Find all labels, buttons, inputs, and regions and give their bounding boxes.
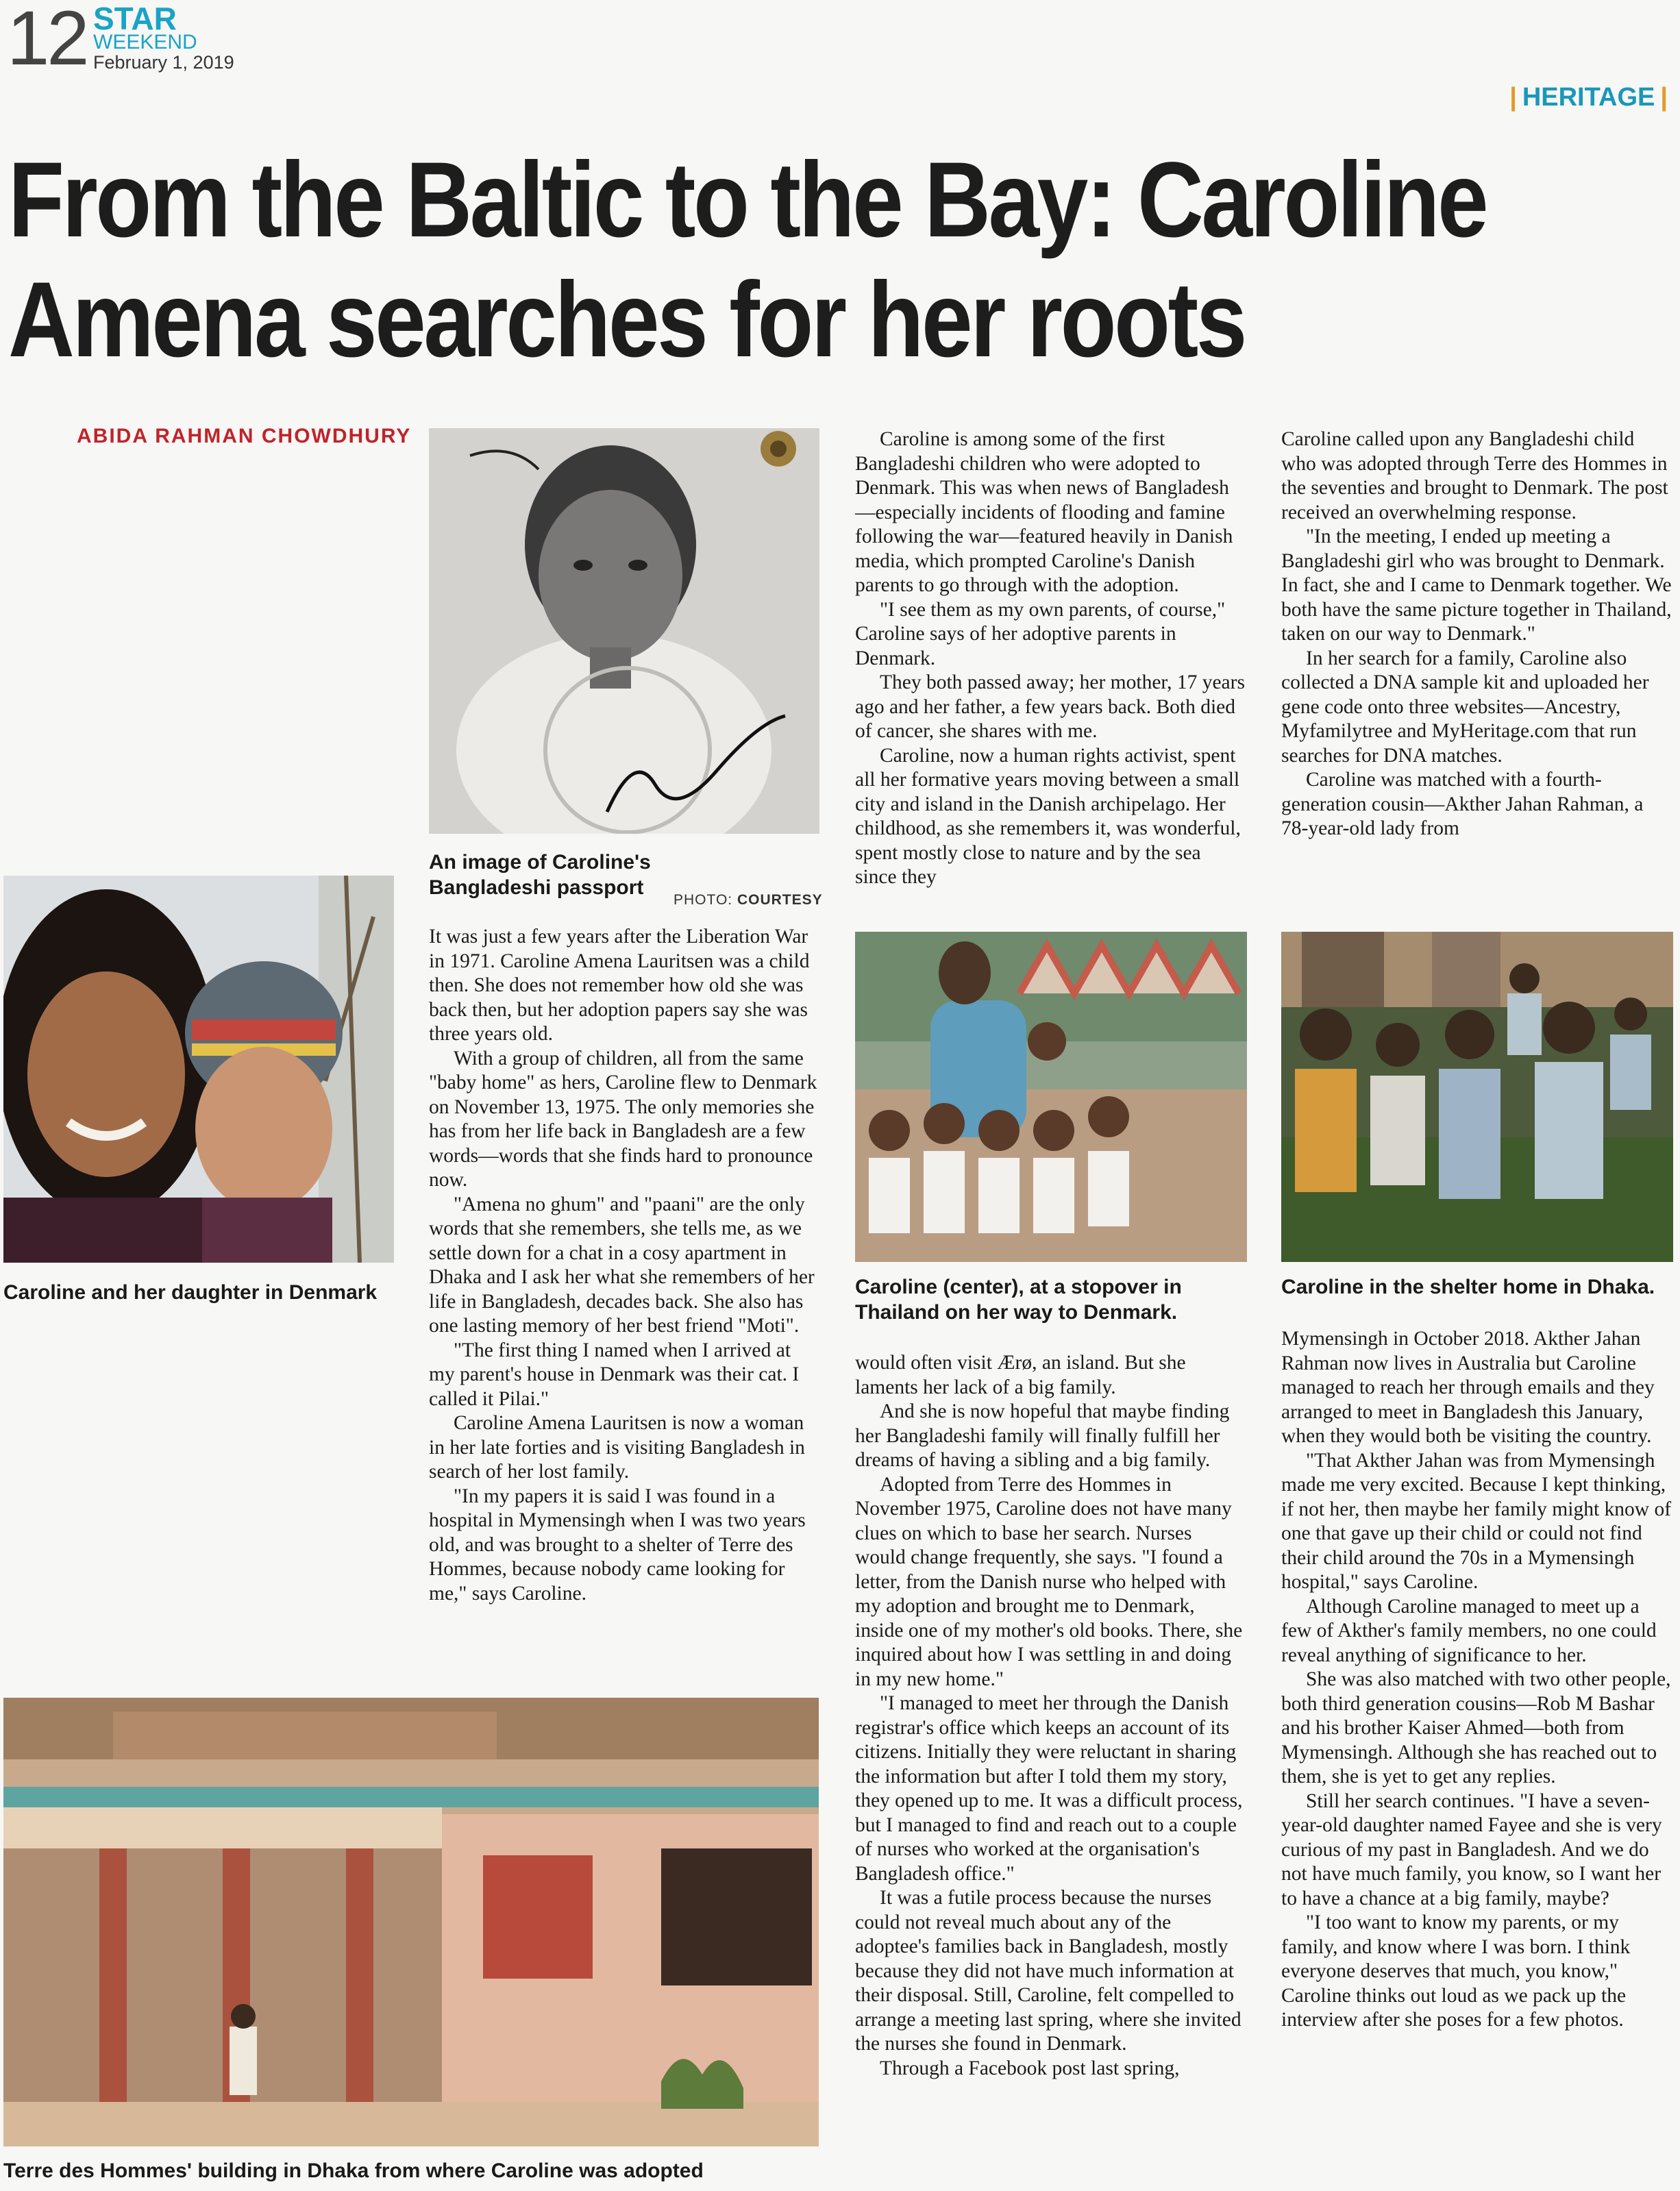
- paragraph: Caroline was matched with a fourth-generation cousin—Akther Jahan Rahman, a 78-year-old lady from: [1281, 769, 1644, 839]
- masthead-brand: STAR: [93, 1, 177, 36]
- paragraph: "In the meeting, I ended up meeting a Bangladeshi girl who was brought to Denmark. In fact, she and I came to Denmark together. We both have the same picture together in Thailand, taken on our way to Denmark.": [1281, 525, 1672, 645]
- paragraph: With a group of children, all from the same "baby home" as hers, Caroline flew to Denmark on November 13, 1975. The only memories she has from her life back in Bangladesh are a few words—words that she finds hard to pronounce now.: [429, 1047, 817, 1191]
- paragraph: Caroline called upon any Bangladeshi child who was adopted through Terre des Hommes in the seventies and brought to Denmark. The post received an overwhelming response.: [1281, 428, 1668, 523]
- thailand-photo: [855, 932, 1247, 1262]
- paragraph: Although Caroline managed to meet up a few of Akther's family members, no one could reveal anything of significance to her.: [1281, 1595, 1657, 1666]
- article-column-2-top: [855, 428, 1247, 890]
- credit-source: COURTESY: [737, 892, 823, 908]
- building-caption: Terre des Hommes' building in Dhaka from where Caroline was adopted: [3, 2159, 704, 2182]
- paragraph: Adopted from Terre des Hommes in November 1975, Caroline does not have many clues on which to base her search. Nurses would change frequently, she says. "I found a letter, from the Danish nurse who helped with my adoption and brought me to Denmark, inside one of my mother's old books. There, she inquired about how I was settling in and doing in my new home.": [855, 1473, 1243, 1690]
- headline-line-1: From the Baltic to the Bay: Caroline: [8, 140, 1487, 260]
- paragraph: They both passed away; her mother, 17 years ago and her father, a few years back. Both died of cancer, she shares with me.: [855, 671, 1245, 742]
- passport-photo: [429, 428, 819, 834]
- paragraph: In her search for a family, Caroline also collected a DNA sample kit and uploaded her gene code onto three websites—Ancestry, Myfamilytree and MyHeritage.com that run searches for DNA matches.: [1281, 647, 1649, 767]
- paragraph: Caroline, now a human rights activist, spent all her formative years moving between a small city and island in the Danish archipelago. Her childhood, as she remembers it, was wonderful, spent mostly close to nature and by the sea since they: [855, 744, 1241, 888]
- paragraph: would often visit Ærø, an island. But she laments her lack of a big family.: [855, 1352, 1186, 1398]
- article-column-3-bottom: [1281, 1327, 1673, 2033]
- paragraph: "The first thing I named when I arrived at my parent's house in Denmark was their cat. I called it Pilai.": [429, 1339, 800, 1410]
- masthead-subbrand: WEEKEND: [93, 31, 197, 53]
- paragraph: "Amena no ghum" and "paani" are the only words that she remembers, she tells me, as we settle down for a chat in a cosy apartment in Dhaka and I ask her what she remembers of her life in Bangladesh, decades back. She also has one lasting memory of her best friend "Moti".: [429, 1193, 815, 1337]
- paragraph: Still her search continues. "I have a seven-year-old daughter named Fayee and she is very curious of my past in Bangladesh. And we do not have much family, you know, so I want her to have a chance at a big family, maybe?: [1281, 1790, 1662, 1909]
- paragraph: "In my papers it is said I was found in a hospital in Mymensingh when I was two years old, and was brought to a shelter of Terre des Hommes, because nobody came looking for me," says Caroline.: [429, 1485, 806, 1605]
- section-tag: | HERITAGE |: [1509, 83, 1668, 112]
- daughter-caption: Caroline and her daughter in Denmark: [3, 1281, 378, 1304]
- paragraph: She was also matched with two other people, both third generation cousins—Rob M Bashar and his brother Kaiser Ahmed—both from Mymensingh. Although she has reached out to them, she is yet to get any replies.: [1281, 1668, 1671, 1787]
- paragraph: "That Akther Jahan was from Mymensingh made me very excited. Because I kept thinking, if not her, then maybe her family might know of one that gave up their child or could not find their child around the 70s in a Mymensingh hospital," says Caroline.: [1281, 1449, 1672, 1593]
- paragraph: Mymensingh in October 2018. Akther Jahan Rahman now lives in Australia but Caroline managed to reach her through emails and they arranged to meet in Bangladesh this January, when they would both be visiting the country.: [1281, 1328, 1655, 1447]
- passport-credit: [674, 892, 823, 908]
- page-number: 12: [7, 0, 87, 81]
- byline: ABIDA RAHMAN CHOWDHURY: [77, 425, 412, 447]
- shelter-photo: [1281, 932, 1673, 1262]
- paragraph: "I managed to meet her through the Danish registrar's office which keeps an account of its citizens. Initially they were reluctant in sharing the information but after I told them my story, they opened up to me. It was a difficult process, but I managed to find and reach out to a couple of nurses who worked at the organisation's Bangladesh office.": [855, 1692, 1243, 1885]
- paragraph: It was just a few years after the Liberation War in 1971. Caroline Amena Lauritsen was a child then. She does not remember how old she was back then, but her adoption papers say she was three years old.: [429, 926, 810, 1045]
- article-column-1: [429, 925, 819, 1606]
- paragraph: Caroline is among some of the first Bangladeshi children who were adopted to Denmark. This was when news of Bangladesh—especially incidents of flooding and famine following the war—featured heavily in Danish media, which prompted Caroline's Danish parents to go through with the adoption.: [855, 428, 1233, 596]
- headline: [8, 140, 1670, 380]
- paragraph: It was a futile process because the nurses could not reveal much about any of the adoptee's families back in Bangladesh, mostly because they did not have much information at their disposal. Still, Caroline, felt compelled to arrange a meeting last spring, where she invited the nurses she found in Denmark.: [855, 1887, 1242, 2055]
- paragraph: "I see them as my own parents, of course," Caroline says of her adoptive parents in Denmark.: [855, 598, 1226, 669]
- article-column-2-bottom: [855, 1351, 1247, 2081]
- issue-date: February 1, 2019: [93, 52, 234, 73]
- shelter-caption: Caroline in the shelter home in Dhaka.: [1281, 1276, 1655, 1298]
- article-column-3-top: [1281, 428, 1673, 841]
- passport-caption: An image of Caroline's Bangladeshi passport: [429, 851, 651, 899]
- paragraph: And she is now hopeful that maybe finding her Bangladeshi family will finally fulfill her dreams of having a sibling and a big family.: [855, 1400, 1230, 1471]
- section-label: HERITAGE: [1522, 83, 1655, 112]
- paragraph: Caroline Amena Lauritsen is now a woman in her late forties and is visiting Bangladesh in search of her lost family.: [429, 1412, 805, 1483]
- daughter-photo: [3, 876, 394, 1263]
- credit-label: PHOTO:: [674, 892, 733, 908]
- paragraph: Through a Facebook post last spring,: [880, 2057, 1180, 2079]
- thailand-caption: Caroline (center), at a stopover in Thailand on her way to Denmark.: [855, 1276, 1182, 1324]
- headline-line-2: Amena searches for her roots: [8, 260, 1245, 380]
- paragraph: "I too want to know my parents, or my family, and know where I was born. I think everyone deserves that much, you know," Caroline thinks out loud as we pack up the interview after she poses for a few photos.: [1281, 1911, 1631, 2031]
- building-photo: [3, 1698, 819, 2146]
